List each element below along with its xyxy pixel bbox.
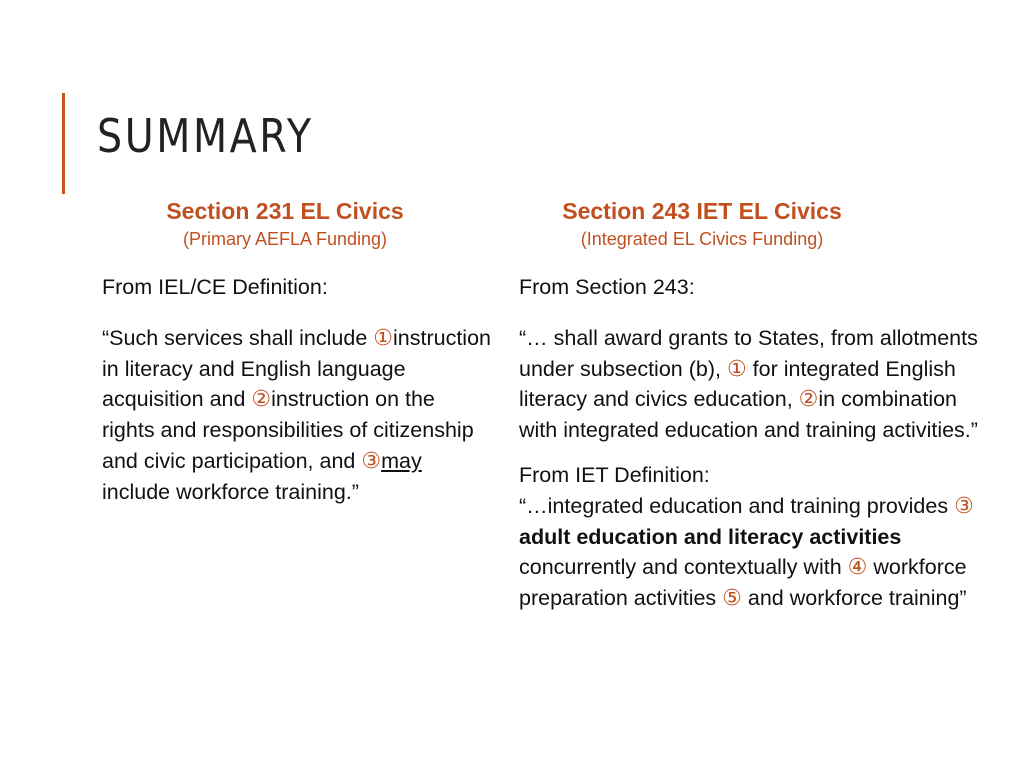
marker-2-icon: ②: [798, 386, 819, 412]
left-column-header: [100, 196, 470, 253]
marker-3-icon: ③: [361, 447, 382, 473]
right-column-body: [519, 272, 989, 614]
marker-2-icon: ②: [251, 386, 272, 412]
left-source-label: From IEL/CE Definition:: [102, 275, 328, 299]
right-quote-text-3: in combination with integrated education and training activities.”: [519, 387, 978, 443]
left-quote-text-1: “Such services shall include: [102, 325, 374, 350]
left-quote-text-3: instruction on the rights and responsibilities of citizenship and civic participation, and: [102, 387, 474, 473]
iet-quote-text-2: concurrently and contextually with: [519, 555, 848, 580]
iet-quote-bold-text: adult education and literacy activities: [519, 524, 902, 549]
iet-source-label: From IET Definition:: [519, 462, 710, 487]
iet-quote: [519, 491, 989, 614]
left-quote: [102, 323, 492, 508]
right-source-label: From Section 243:: [519, 275, 695, 299]
marker-5-icon: ⑤: [722, 585, 742, 611]
right-column-header: [508, 196, 896, 253]
left-column-body: [102, 272, 492, 508]
marker-4-icon: ④: [847, 554, 868, 580]
right-quote-text-1: “… shall award grants to States, from allotments under subsection (b),: [519, 325, 978, 381]
iet-quote-text-1: “…integrated education and training provides: [519, 493, 955, 518]
left-quote-text-2: instruction in literacy and English language acquisition and: [102, 325, 491, 412]
right-column-heading: Section 243 IET EL Civics: [562, 198, 842, 224]
right-quote: [519, 323, 989, 446]
iet-quote-text-3: workforce preparation activities: [519, 555, 967, 611]
left-quote-text-4: include workforce training.”: [102, 479, 359, 504]
title-accent-bar: [62, 93, 65, 194]
left-quote-underlined-may: may: [381, 448, 422, 473]
slide-title: SUMMARY: [97, 109, 314, 163]
right-quote-text-2: for integrated English literacy and civics education,: [519, 356, 956, 412]
iet-quote-text-4: and workforce training”: [741, 586, 967, 611]
marker-1-icon: ①: [373, 324, 393, 350]
right-column-subheading: (Integrated EL Civics Funding): [580, 229, 824, 249]
left-column-subheading: (Primary AEFLA Funding): [182, 229, 388, 249]
left-column-heading: Section 231 EL Civics: [166, 198, 404, 224]
marker-1-icon: ①: [726, 355, 747, 381]
marker-3-icon: ③: [954, 492, 974, 518]
